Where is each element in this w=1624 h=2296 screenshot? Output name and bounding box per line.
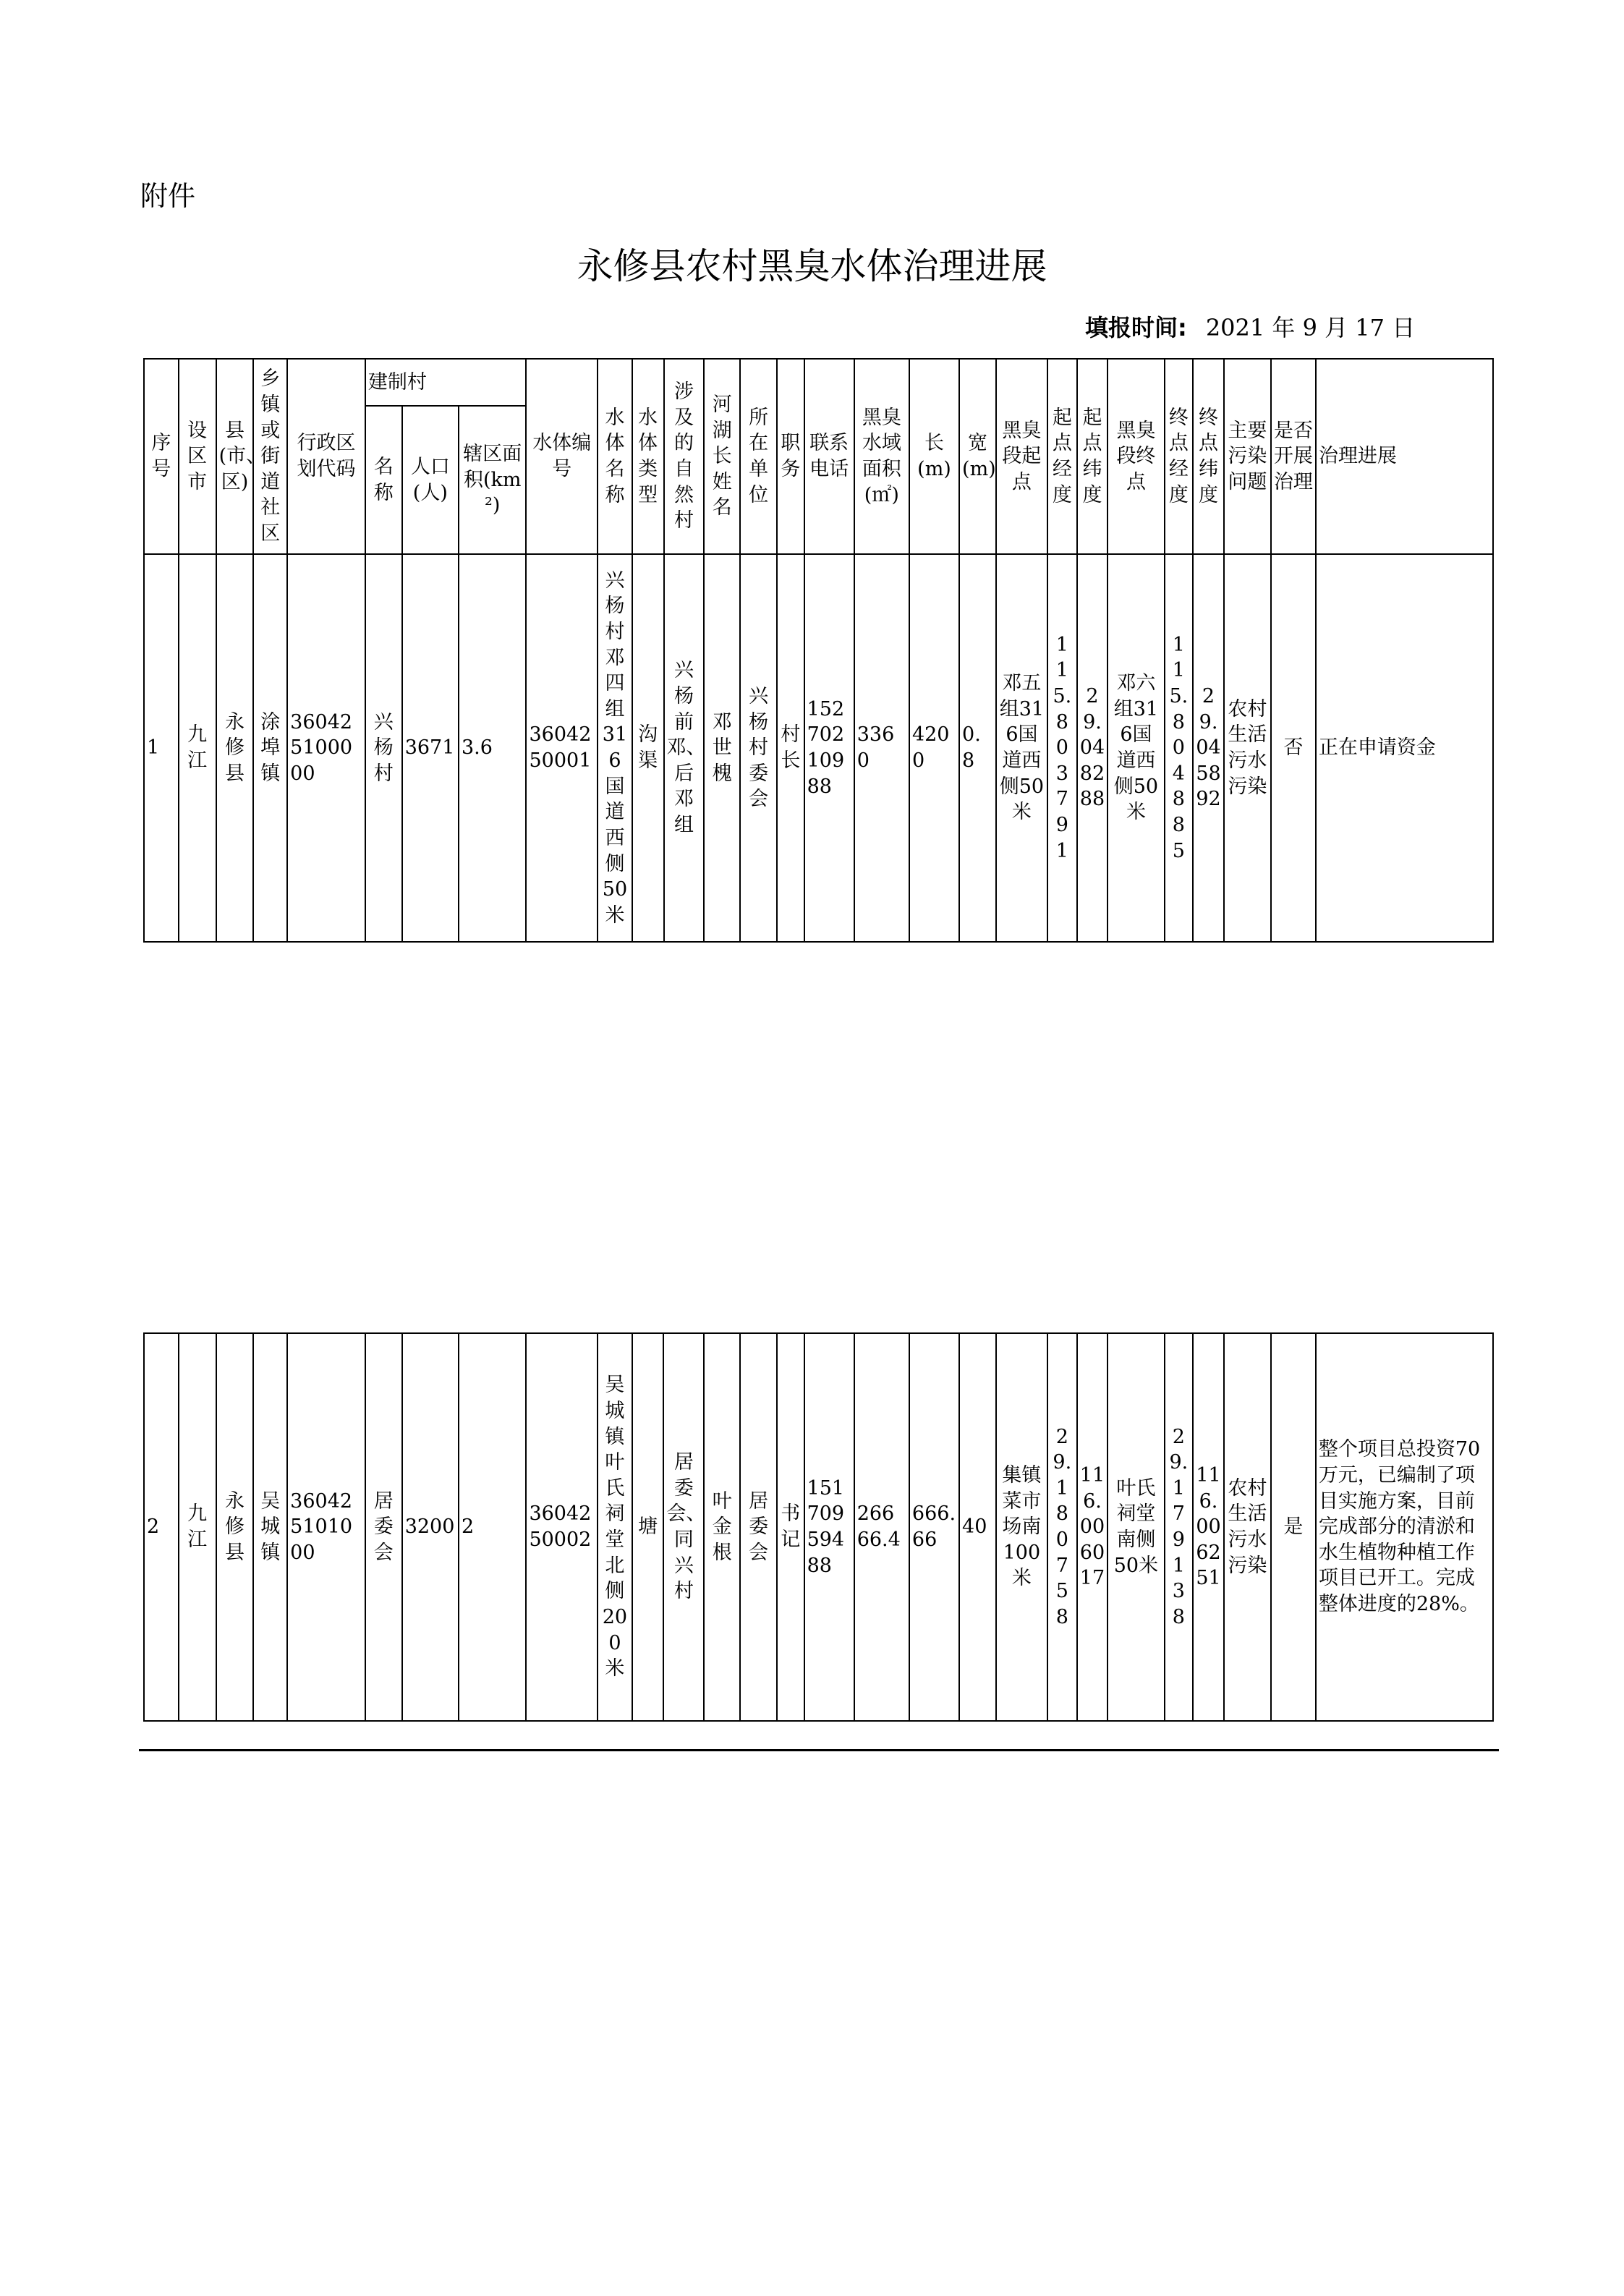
- cell-code: 360425100000: [287, 554, 365, 942]
- col-start-lat: 起点纬度: [1077, 359, 1108, 554]
- col-position: 职务: [777, 359, 804, 554]
- cell-water-id: 3604250001: [526, 554, 598, 942]
- cell-start-lng: 115.803791: [1047, 554, 1077, 942]
- cell-water-type: 塘: [632, 1333, 664, 1721]
- cell-chief: 叶金根: [704, 1333, 740, 1721]
- cell-area: 2: [459, 1333, 527, 1721]
- cell-village-name: 居委会: [365, 1333, 402, 1721]
- cell-county: 永修县: [216, 554, 254, 942]
- cell-unit: 兴杨村委会: [740, 554, 777, 942]
- col-county: 县(市、区): [216, 359, 254, 554]
- cell-start-point: 集镇菜市场南100米: [996, 1333, 1047, 1721]
- col-end-lng: 终点经度: [1165, 359, 1194, 554]
- report-date: [1085, 310, 1415, 343]
- progress-table-continued: [143, 1332, 1494, 1722]
- cell-town: 吴城镇: [253, 1333, 287, 1721]
- page-title: 永修县农村黑臭水体治理进展: [577, 245, 1047, 287]
- col-end-point: 黑臭段终点: [1108, 359, 1164, 554]
- cell-start-lat: 29.048288: [1077, 554, 1108, 942]
- cell-pollution: 农村生活污水污染: [1224, 1333, 1271, 1721]
- cell-position: 书记: [777, 1333, 804, 1721]
- footer-divider: [139, 1749, 1499, 1751]
- cell-water-name: 兴杨村邓四组316国道西侧50米: [598, 554, 632, 942]
- cell-progress: 正在申请资金: [1316, 554, 1493, 942]
- cell-city: 九江: [179, 1333, 216, 1721]
- table-row: [144, 1333, 1493, 1721]
- col-water-name: 水体名称: [598, 359, 632, 554]
- col-population: 人口(人): [402, 406, 459, 554]
- col-water-type: 水体类型: [632, 359, 664, 554]
- attachment-label: 附件: [140, 180, 196, 212]
- cell-progress: 整个项目总投资70万元，已编制了项目实施方案，目前完成部分的清淤和水生植物种植工作项目已开工。完成整体进度的28%。: [1316, 1333, 1493, 1721]
- col-city: 设区市: [179, 359, 216, 554]
- cell-water-type: 沟渠: [632, 554, 664, 942]
- progress-table: [143, 358, 1494, 943]
- cell-code: 360425101000: [287, 1333, 365, 1721]
- cell-start-point: 邓五组316国道西侧50米: [996, 554, 1047, 942]
- col-phone: 联系电话: [804, 359, 854, 554]
- col-pollution: 主要污染问题: [1224, 359, 1271, 554]
- cell-end-point: 邓六组316国道西侧50米: [1108, 554, 1164, 942]
- col-treated: 是否开展治理: [1271, 359, 1316, 554]
- cell-end-lng: 29.179138: [1165, 1333, 1194, 1721]
- col-village-name: 名称: [365, 406, 402, 554]
- report-date-value: 2021 年 9 月 17 日: [1205, 314, 1416, 341]
- cell-phone: 15170959488: [804, 1333, 854, 1721]
- col-natural-village: 涉及的自然村: [664, 359, 705, 554]
- cell-width: 40: [959, 1333, 996, 1721]
- cell-water-name: 吴城镇叶氏祠堂北侧200米: [598, 1333, 632, 1721]
- col-town: 乡镇或街道社区: [253, 359, 287, 554]
- cell-seq: 1: [144, 554, 179, 942]
- cell-chief: 邓世槐: [704, 554, 740, 942]
- table-row: [144, 554, 1493, 942]
- cell-unit: 居委会: [740, 1333, 777, 1721]
- cell-county: 永修县: [216, 1333, 254, 1721]
- cell-treated: 否: [1271, 554, 1316, 942]
- col-water-id: 水体编号: [526, 359, 598, 554]
- col-code: 行政区划代码: [287, 359, 365, 554]
- cell-end-lng: 115.804885: [1165, 554, 1194, 942]
- col-width: 宽(m): [959, 359, 996, 554]
- cell-seq: 2: [144, 1333, 179, 1721]
- cell-position: 村长: [777, 554, 804, 942]
- col-end-lat: 终点纬度: [1193, 359, 1224, 554]
- cell-population: 3671: [402, 554, 459, 942]
- col-village-group: 建制村: [365, 359, 527, 406]
- cell-treated: 是: [1271, 1333, 1316, 1721]
- cell-end-point: 叶氏祠堂南侧50米: [1108, 1333, 1164, 1721]
- cell-town: 涂埠镇: [253, 554, 287, 942]
- col-unit: 所在单位: [740, 359, 777, 554]
- cell-natural-village: 兴杨前邓、后邓组: [664, 554, 705, 942]
- col-water-area: 黑臭水域面积(㎡): [854, 359, 909, 554]
- cell-city: 九江: [179, 554, 216, 942]
- cell-length: 666.66: [909, 1333, 959, 1721]
- col-progress: 治理进展: [1316, 359, 1493, 554]
- cell-village-name: 兴杨村: [365, 554, 402, 942]
- col-chief: 河湖长姓名: [704, 359, 740, 554]
- cell-width: 0.8: [959, 554, 996, 942]
- cell-end-lat: 116.006251: [1193, 1333, 1224, 1721]
- col-length: 长(m): [909, 359, 959, 554]
- cell-population: 3200: [402, 1333, 459, 1721]
- cell-area: 3.6: [459, 554, 527, 942]
- cell-water-area: 3360: [854, 554, 909, 942]
- col-area: 辖区面积(km²): [459, 406, 527, 554]
- col-start-point: 黑臭段起点: [996, 359, 1047, 554]
- cell-end-lat: 29.045892: [1193, 554, 1224, 942]
- cell-water-area: 26666.4: [854, 1333, 909, 1721]
- cell-length: 4200: [909, 554, 959, 942]
- cell-water-id: 3604250002: [526, 1333, 598, 1721]
- cell-start-lng: 29.180758: [1047, 1333, 1077, 1721]
- cell-start-lat: 116.006017: [1077, 1333, 1108, 1721]
- cell-pollution: 农村生活污水污染: [1224, 554, 1271, 942]
- cell-phone: 15270210988: [804, 554, 854, 942]
- col-start-lng: 起点经度: [1047, 359, 1077, 554]
- report-date-label: 填报时间:: [1085, 314, 1187, 341]
- col-seq: 序号: [144, 359, 179, 554]
- cell-natural-village: 居委会、同兴村: [663, 1333, 704, 1721]
